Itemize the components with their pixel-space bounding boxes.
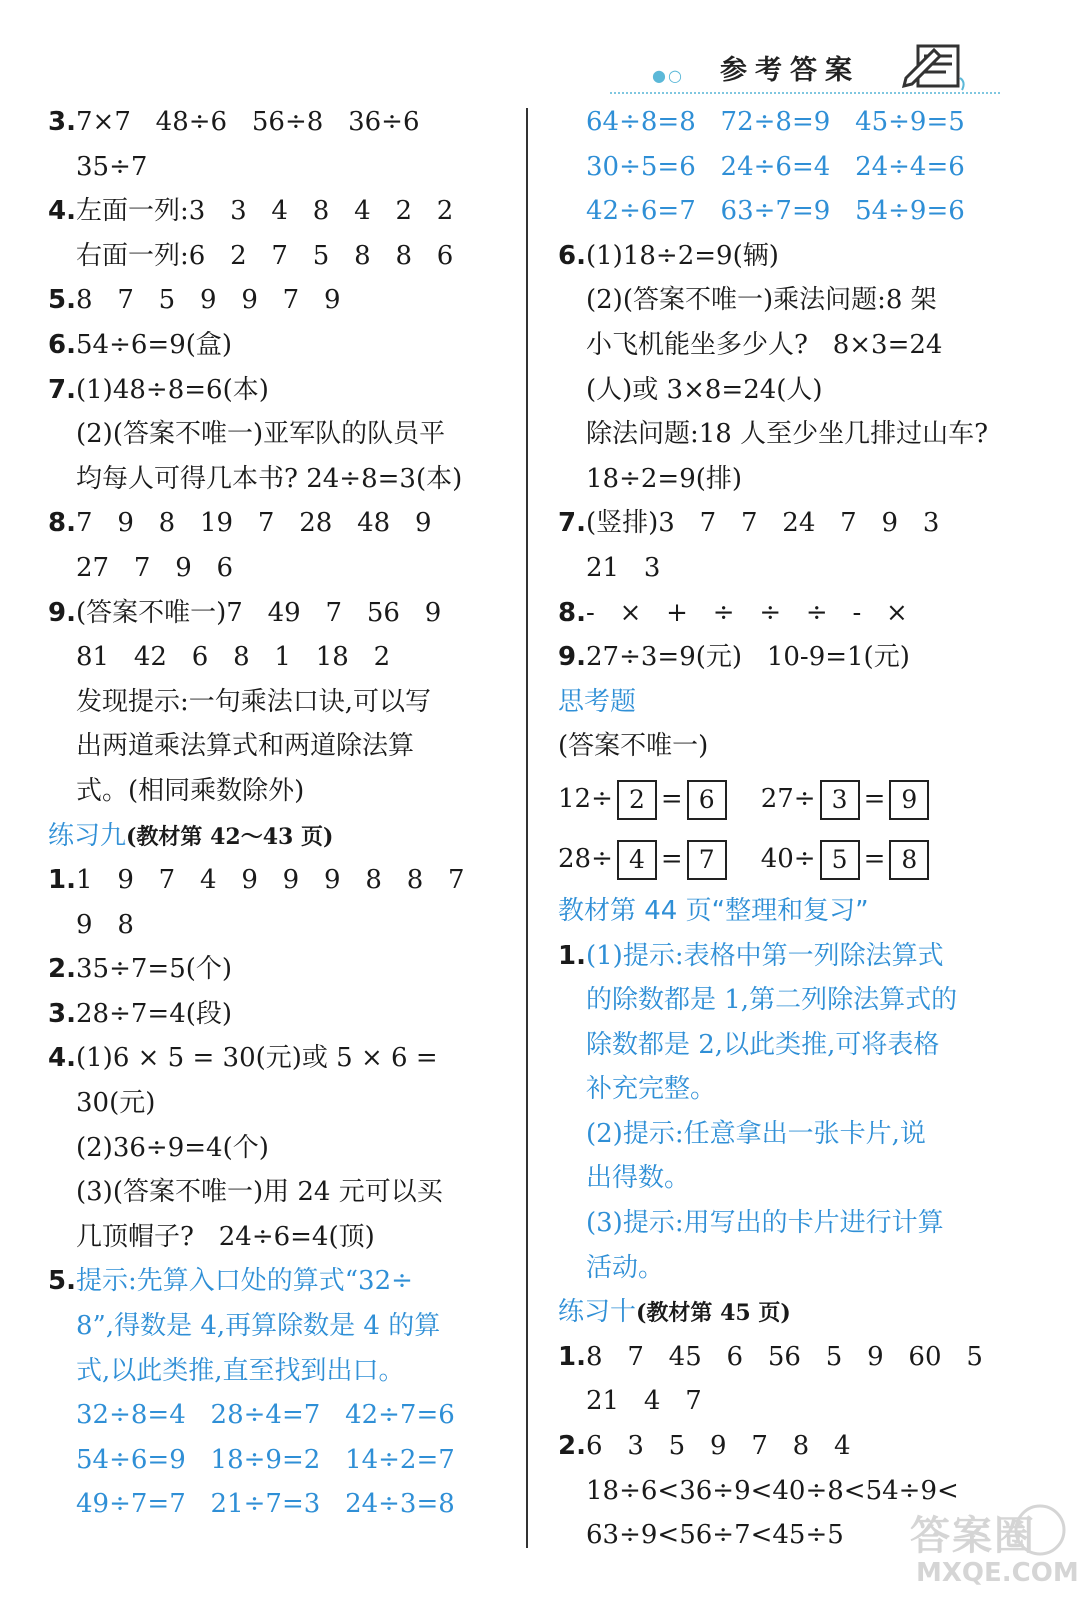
division-equation: [558, 784, 731, 814]
answer-text: 54÷6=9 18÷9=2 14÷2=7: [76, 1444, 455, 1475]
question-number: 2.: [558, 1431, 586, 1462]
answer-text: 小飞机能坐多少人? 8×3=24: [586, 329, 943, 360]
answer-text: (3)提示:用写出的卡片进行计算: [586, 1208, 944, 1239]
answer-line: [48, 323, 518, 368]
answer-text: 7 9 8 19 7 28 48 9: [76, 508, 432, 539]
division-equation: [761, 844, 934, 874]
answer-text: 左面一列:3 3 4 8 4 2 2: [76, 196, 454, 227]
answer-text: 49÷7=7 21÷7=3 24÷3=8: [76, 1489, 455, 1520]
answer-text: 30(元): [76, 1088, 156, 1119]
answer-line: [48, 680, 518, 725]
thinking-row: [558, 769, 1058, 829]
question-number: 6.: [558, 240, 586, 271]
answer-text: 右面一列:6 2 7 5 8 8 6: [76, 240, 454, 271]
question-number: 6.: [48, 329, 76, 360]
answer-line: [558, 368, 1058, 413]
section-title: 教材第 44 页“整理和复习”: [558, 895, 869, 926]
answer-text: (2)36÷9=4(个): [76, 1132, 269, 1163]
answer-text: 64÷8=8 72÷8=9 45÷9=5: [586, 107, 965, 137]
divisor-box: 5: [820, 840, 860, 880]
header-title: 参考答案: [720, 55, 860, 86]
answer-line: [558, 1067, 1058, 1112]
question-number: 4.: [48, 1043, 76, 1074]
question-number: 1.: [558, 940, 586, 971]
answer-line: [558, 278, 1058, 323]
answer-text: 出两道乘法算式和两道除法算: [76, 731, 415, 762]
left-column: [48, 100, 518, 1527]
answer-text: 63÷9<56÷7<45÷5: [586, 1520, 844, 1551]
header-dots-icon: ●○: [652, 66, 684, 85]
answer-line: [48, 769, 518, 814]
answer-line: [558, 501, 1058, 546]
question-number: 5.: [48, 285, 76, 316]
answer-line: [48, 903, 518, 948]
answer-text: 均每人可得几本书? 24÷8=3(本): [76, 463, 463, 494]
section-title: 思考题: [558, 686, 637, 717]
thinking-row: [558, 829, 1058, 889]
answer-text: (1)18÷2=9(辆): [586, 240, 779, 271]
answer-line: [48, 724, 518, 769]
answer-text: 活动。: [586, 1252, 665, 1283]
answer-line: [48, 1438, 518, 1483]
answer-text: 42÷6=7 63÷7=9 54÷9=6: [586, 196, 965, 227]
question-number: 4.: [48, 196, 76, 227]
answer-text: 几顶帽子? 24÷6=4(顶): [76, 1221, 375, 1252]
answer-line: [48, 1304, 518, 1349]
answer-text: 18÷6<36÷9<40÷8<54÷9<: [586, 1475, 959, 1506]
watermark: [880, 1500, 1080, 1600]
answer-text: 27÷3=9(元) 10-9=1(元): [586, 642, 910, 673]
notebook-pencil-icon: [900, 38, 970, 96]
watermark-url: MXQE.COM: [916, 1558, 1079, 1588]
quotient-box: 9: [889, 780, 929, 820]
answer-line: [48, 992, 518, 1037]
answer-line: [48, 1482, 518, 1527]
answer-line: [558, 1156, 1058, 1201]
answer-line: [558, 978, 1058, 1023]
answer-text: 除数都是 2,以此类推,可将表格: [586, 1029, 940, 1060]
answer-text: 8”,得数是 4,再算除数是 4 的算: [76, 1311, 441, 1342]
answer-text: 出得数。: [586, 1163, 691, 1194]
answer-line: [558, 189, 1058, 234]
question-number: 3.: [48, 998, 76, 1029]
answer-text: 21 3: [586, 552, 661, 583]
answer-text: 式。(相同乘数除外): [76, 775, 305, 806]
divide-sign-icon: ÷: [591, 783, 613, 814]
answer-line: [558, 1112, 1058, 1157]
question-number: 9.: [558, 642, 586, 673]
section-heading: [48, 814, 518, 859]
answer-line: [48, 189, 518, 234]
answer-text: (1)提示:表格中第一列除法算式: [586, 940, 944, 971]
answer-text: - × + ÷ ÷ ÷ - ×: [586, 597, 908, 628]
answer-line: [48, 1215, 518, 1260]
quotient-box: 7: [687, 840, 727, 880]
answer-text: 30÷5=6 24÷6=4 24÷4=6: [586, 151, 965, 182]
answer-text: 21 4 7: [586, 1386, 702, 1417]
answer-line: [558, 1023, 1058, 1068]
answer-line: [48, 501, 518, 546]
divide-sign-icon: ÷: [793, 843, 816, 874]
equals-sign-icon: =: [863, 783, 886, 814]
answer-text: 的除数都是 1,第二列除法算式的: [586, 985, 958, 1016]
answer-text: 7×7 48÷6 56÷8 36÷6: [76, 107, 420, 137]
answer-text: (竖排)3 7 7 24 7 9 3: [586, 508, 940, 539]
answer-text: (答案不唯一)7 49 7 56 9: [76, 597, 442, 628]
answer-line: [48, 145, 518, 190]
answer-line: [558, 1379, 1058, 1424]
section-heading: [558, 889, 1058, 934]
column-divider: [526, 108, 528, 1548]
answer-text: (人)或 3×8=24(人): [586, 374, 823, 405]
right-column: [558, 100, 1058, 1558]
equals-sign-icon: =: [863, 843, 886, 874]
question-number: 1.: [48, 865, 76, 896]
answer-line: [48, 1259, 518, 1304]
answer-text: 81 42 6 8 1 18 2: [76, 642, 391, 673]
answer-line: [558, 412, 1058, 457]
answer-line: [558, 323, 1058, 368]
answer-line: [558, 145, 1058, 190]
equals-sign-icon: =: [660, 783, 683, 814]
question-number: 1.: [558, 1341, 586, 1372]
divide-sign-icon: ÷: [591, 843, 613, 874]
watermark-text: 答案圈: [910, 1513, 1036, 1559]
answer-text: 式,以此类推,直至找到出口。: [76, 1355, 405, 1386]
answer-line: [558, 1335, 1058, 1380]
answer-line: [48, 278, 518, 323]
divisor-box: 2: [617, 780, 657, 820]
divisor-box: 4: [617, 840, 657, 880]
dividend: 40: [760, 843, 794, 874]
answer-line: [558, 724, 1058, 769]
division-equation: [761, 784, 934, 814]
question-number: 7.: [558, 508, 586, 539]
answer-text: 8 7 5 9 9 7 9: [76, 285, 341, 316]
answer-line: [48, 1349, 518, 1394]
quotient-box: 8: [889, 840, 929, 880]
answer-line: [558, 635, 1058, 680]
answer-line: [48, 457, 518, 502]
answer-line: [48, 1081, 518, 1126]
answer-text: 18÷2=9(排): [586, 463, 743, 494]
answer-line: [48, 368, 518, 413]
question-number: 7.: [48, 374, 76, 405]
question-number: 5.: [48, 1266, 76, 1297]
answer-text: 54÷6=9(盒): [76, 329, 233, 360]
answer-line: [48, 591, 518, 636]
section-subtitle: (教材第 45 页): [636, 1300, 791, 1327]
answer-line: [48, 1036, 518, 1081]
question-number: 9.: [48, 597, 76, 628]
answer-line: [48, 1170, 518, 1215]
section-heading: [558, 1290, 1058, 1335]
answer-text: (2)提示:任意拿出一张卡片,说: [586, 1118, 926, 1149]
page-header: [600, 40, 1000, 100]
answer-text: (3)(答案不唯一)用 24 元可以买: [76, 1177, 443, 1208]
divide-sign-icon: ÷: [793, 783, 816, 814]
answer-line: [48, 947, 518, 992]
question-number: 3.: [48, 107, 76, 137]
division-equation: [558, 844, 731, 874]
answer-text: (1)48÷8=6(本): [76, 374, 269, 405]
answer-text: 除法问题:18 人至少坐几排过山车?: [586, 419, 989, 450]
answer-text: 27 7 9 6: [76, 552, 234, 583]
answer-line: [48, 635, 518, 680]
answer-line: [48, 234, 518, 279]
answer-line: [558, 546, 1058, 591]
equals-sign-icon: =: [660, 843, 683, 874]
answer-text: 1 9 7 4 9 9 9 8 8 7: [76, 865, 465, 896]
answer-text: (答案不唯一): [558, 731, 709, 762]
answer-text: 8 7 45 6 56 5 9 60 5: [586, 1341, 983, 1372]
answer-line: [48, 546, 518, 591]
answer-text: 35÷7: [76, 151, 148, 182]
question-number: 8.: [48, 508, 76, 539]
section-title: 练习十: [558, 1297, 637, 1328]
answer-text: (2)(答案不唯一)亚军队的队员平: [76, 419, 446, 450]
section-heading: [558, 680, 1058, 725]
divisor-box: 3: [820, 780, 860, 820]
answer-text: 补充完整。: [586, 1074, 717, 1105]
answer-text: 32÷8=4 28÷4=7 42÷7=6: [76, 1400, 455, 1431]
answer-line: [558, 1246, 1058, 1291]
answer-line: [558, 1201, 1058, 1246]
answer-text: (2)(答案不唯一)乘法问题:8 架: [586, 285, 937, 316]
question-number: 8.: [558, 597, 586, 628]
answer-text: 9 8: [76, 909, 134, 940]
section-title: 练习九: [48, 820, 127, 851]
answer-line: [558, 100, 1058, 145]
dividend: 27: [760, 783, 794, 814]
answer-line: [558, 234, 1058, 279]
dividend: 12: [558, 783, 592, 814]
question-number: 2.: [48, 954, 76, 985]
answer-line: [48, 1126, 518, 1171]
answer-text: 提示:先算入口处的算式“32÷: [76, 1266, 413, 1297]
answer-text: 28÷7=4(段): [76, 998, 233, 1029]
answer-text: 6 3 5 9 7 8 4: [586, 1431, 851, 1462]
answer-text: (1)6 × 5 = 30(元)或 5 × 6 =: [76, 1043, 438, 1074]
answer-line: [48, 412, 518, 457]
quotient-box: 6: [687, 780, 727, 820]
answer-line: [558, 1424, 1058, 1469]
answer-line: [48, 1393, 518, 1438]
answer-line: [558, 457, 1058, 502]
answer-line: [48, 858, 518, 903]
answer-text: 发现提示:一句乘法口诀,可以写: [76, 686, 432, 717]
answer-line: [558, 591, 1058, 636]
answer-line: [48, 100, 518, 145]
answer-line: [558, 934, 1058, 979]
section-subtitle: (教材第 42～43 页): [126, 823, 334, 850]
dividend: 28: [558, 843, 592, 874]
answer-text: 35÷7=5(个): [76, 954, 233, 985]
